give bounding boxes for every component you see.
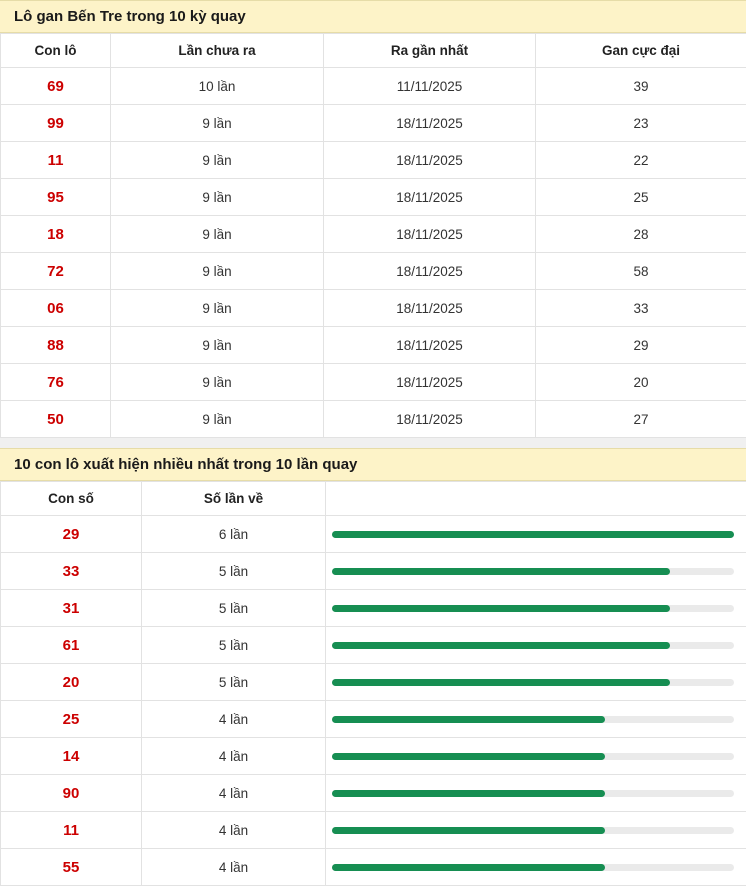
table-row (1, 327, 746, 364)
frequency-bar-track (332, 679, 734, 686)
ra-gan-nhat-value: 18/11/2025 (324, 327, 536, 364)
ra-gan-nhat-value: 18/11/2025 (324, 401, 536, 438)
table-row (1, 553, 746, 590)
table-row (1, 516, 746, 553)
table-row (1, 364, 746, 401)
gan-cuc-dai-value: 22 (536, 142, 746, 179)
so-lan-ve-value: 6 lần (142, 516, 326, 553)
con-so-number: 31 (1, 590, 142, 627)
so-lan-ve-value: 5 lần (142, 627, 326, 664)
con-so-number: 11 (1, 812, 142, 849)
lan-chua-ra-value: 9 lần (111, 327, 324, 364)
lan-chua-ra-value: 10 lần (111, 68, 324, 105)
table-row (1, 627, 746, 664)
lan-chua-ra-value: 9 lần (111, 253, 324, 290)
frequency-bar-track (332, 864, 734, 871)
gan-cuc-dai-value: 23 (536, 105, 746, 142)
frequency-bar-fill (332, 864, 605, 871)
table-row (1, 849, 746, 886)
panel-divider (0, 438, 746, 448)
so-lan-ve-value: 5 lần (142, 590, 326, 627)
frequency-bar-cell (326, 775, 746, 812)
frequency-bar-fill (332, 790, 605, 797)
table-row (1, 401, 746, 438)
top-numbers-title: 10 con lô xuất hiện nhiều nhất trong 10 lần quay (0, 448, 746, 481)
lo-gan-title: Lô gan Bến Tre trong 10 kỳ quay (0, 0, 746, 33)
table-row (1, 68, 746, 105)
table-row (1, 590, 746, 627)
frequency-bar-cell (326, 849, 746, 886)
ra-gan-nhat-value: 18/11/2025 (324, 364, 536, 401)
frequency-bar-fill (332, 531, 734, 538)
ra-gan-nhat-value: 18/11/2025 (324, 179, 536, 216)
gan-cuc-dai-value: 28 (536, 216, 746, 253)
column-header-lan-chua-ra: Lần chưa ra (111, 34, 324, 68)
frequency-bar-cell (326, 516, 746, 553)
so-lan-ve-value: 4 lần (142, 849, 326, 886)
frequency-bar-track (332, 716, 734, 723)
lo-number: 88 (1, 327, 111, 364)
con-so-number: 29 (1, 516, 142, 553)
frequency-bar-track (332, 531, 734, 538)
frequency-bar-track (332, 790, 734, 797)
lo-number: 76 (1, 364, 111, 401)
frequency-bar-cell (326, 738, 746, 775)
lo-number: 18 (1, 216, 111, 253)
gan-cuc-dai-value: 25 (536, 179, 746, 216)
ra-gan-nhat-value: 18/11/2025 (324, 253, 536, 290)
table-row (1, 701, 746, 738)
frequency-bar-cell (326, 627, 746, 664)
lan-chua-ra-value: 9 lần (111, 105, 324, 142)
column-header-con-so: Con số (1, 482, 142, 516)
column-header-so-lan-ve: Số lần về (142, 482, 326, 516)
frequency-bar-cell (326, 590, 746, 627)
table-row (1, 105, 746, 142)
lan-chua-ra-value: 9 lần (111, 216, 324, 253)
column-header-con-lo: Con lô (1, 34, 111, 68)
gan-cuc-dai-value: 27 (536, 401, 746, 438)
table-row (1, 775, 746, 812)
frequency-bar-fill (332, 753, 605, 760)
ra-gan-nhat-value: 18/11/2025 (324, 216, 536, 253)
top-numbers-table (0, 481, 746, 886)
column-header-bar (326, 482, 746, 516)
so-lan-ve-value: 5 lần (142, 553, 326, 590)
frequency-bar-cell (326, 812, 746, 849)
frequency-bar-cell (326, 664, 746, 701)
con-so-number: 14 (1, 738, 142, 775)
ra-gan-nhat-value: 18/11/2025 (324, 142, 536, 179)
gan-cuc-dai-value: 33 (536, 290, 746, 327)
ra-gan-nhat-value: 18/11/2025 (324, 290, 536, 327)
frequency-bar-fill (332, 605, 670, 612)
table-row (1, 216, 746, 253)
frequency-bar-cell (326, 553, 746, 590)
lan-chua-ra-value: 9 lần (111, 290, 324, 327)
gan-cuc-dai-value: 20 (536, 364, 746, 401)
table-row (1, 290, 746, 327)
so-lan-ve-value: 4 lần (142, 775, 326, 812)
table-header-row (1, 482, 746, 516)
table-header-row (1, 34, 746, 68)
table-row (1, 664, 746, 701)
con-so-number: 55 (1, 849, 142, 886)
frequency-bar-cell (326, 701, 746, 738)
lan-chua-ra-value: 9 lần (111, 401, 324, 438)
frequency-bar-track (332, 642, 734, 649)
con-so-number: 33 (1, 553, 142, 590)
table-row (1, 738, 746, 775)
gan-cuc-dai-value: 29 (536, 327, 746, 364)
frequency-bar-track (332, 753, 734, 760)
table-row (1, 253, 746, 290)
table-row (1, 812, 746, 849)
ra-gan-nhat-value: 18/11/2025 (324, 105, 536, 142)
con-so-number: 90 (1, 775, 142, 812)
ra-gan-nhat-value: 11/11/2025 (324, 68, 536, 105)
lo-number: 50 (1, 401, 111, 438)
so-lan-ve-value: 5 lần (142, 664, 326, 701)
lan-chua-ra-value: 9 lần (111, 364, 324, 401)
lo-number: 72 (1, 253, 111, 290)
con-so-number: 61 (1, 627, 142, 664)
lan-chua-ra-value: 9 lần (111, 142, 324, 179)
table-row (1, 179, 746, 216)
frequency-bar-fill (332, 568, 670, 575)
so-lan-ve-value: 4 lần (142, 738, 326, 775)
column-header-gan-cuc-dai: Gan cực đại (536, 34, 746, 68)
frequency-bar-track (332, 568, 734, 575)
frequency-bar-track (332, 605, 734, 612)
lo-gan-table (0, 33, 746, 438)
lo-gan-panel (0, 0, 746, 438)
lo-number: 06 (1, 290, 111, 327)
column-header-ra-gan-nhat: Ra gần nhất (324, 34, 536, 68)
lan-chua-ra-value: 9 lần (111, 179, 324, 216)
gan-cuc-dai-value: 39 (536, 68, 746, 105)
con-so-number: 25 (1, 701, 142, 738)
lo-number: 99 (1, 105, 111, 142)
con-so-number: 20 (1, 664, 142, 701)
lo-number: 69 (1, 68, 111, 105)
top-numbers-panel (0, 448, 746, 886)
lo-number: 11 (1, 142, 111, 179)
lo-number: 95 (1, 179, 111, 216)
so-lan-ve-value: 4 lần (142, 812, 326, 849)
frequency-bar-fill (332, 642, 670, 649)
frequency-bar-fill (332, 716, 605, 723)
table-row (1, 142, 746, 179)
so-lan-ve-value: 4 lần (142, 701, 326, 738)
frequency-bar-track (332, 827, 734, 834)
gan-cuc-dai-value: 58 (536, 253, 746, 290)
frequency-bar-fill (332, 679, 670, 686)
frequency-bar-fill (332, 827, 605, 834)
